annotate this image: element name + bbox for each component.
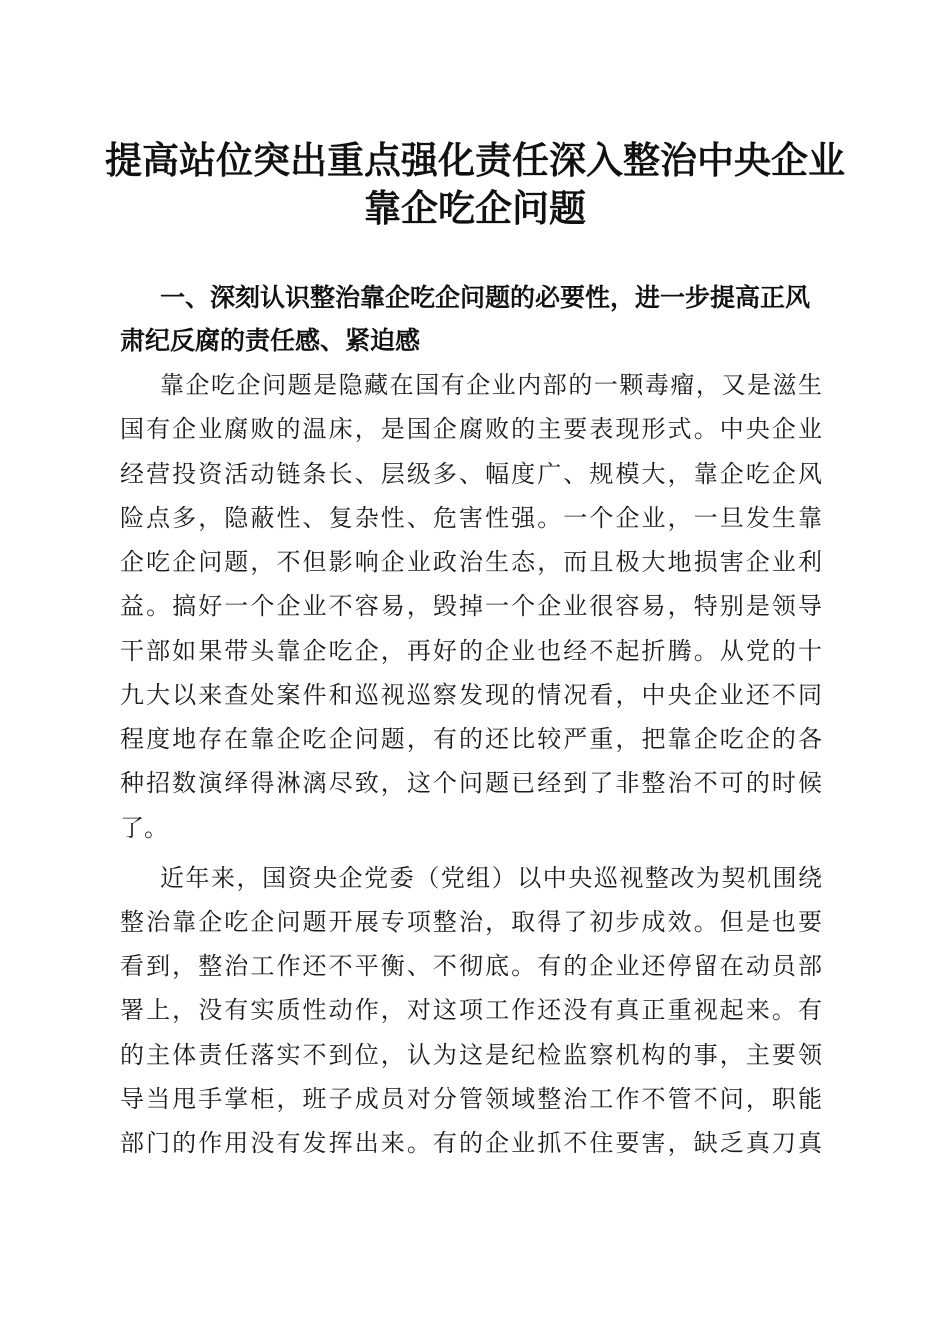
paragraph-2-line-4: 署上，没有实质性动作，对这项工作还没有真正重视起来。有 — [120, 996, 822, 1024]
paragraph-1-line-7: 干部如果带头靠企吃企，再好的企业也经不起折腾。从党的十 — [120, 637, 822, 665]
document-title-line-1: 提高站位突出重点强化责任深入整治中央企业 — [105, 138, 845, 182]
paragraph-1-line-3: 经营投资活动链条长、层级多、幅度广、规模大，靠企吃企风 — [120, 460, 822, 488]
paragraph-1-line-11: 了。 — [120, 814, 168, 842]
paragraph-2-line-7: 部门的作用没有发挥出来。有的企业抓不住要害，缺乏真刀真 — [120, 1129, 822, 1157]
paragraph-2-line-5: 的主体责任落实不到位，认为这是纪检监察机构的事，主要领 — [120, 1041, 822, 1069]
paragraph-2-line-1: 近年来，国资央企党委（党组）以中央巡视整改为契机围绕 — [160, 864, 822, 892]
paragraph-1-line-9: 程度地存在靠企吃企问题，有的还比较严重，把靠企吃企的各 — [120, 725, 822, 753]
paragraph-1-line-1: 靠企吃企问题是隐藏在国有企业内部的一颗毒瘤，又是滋生 — [160, 371, 822, 399]
paragraph-2-line-3: 看到，整治工作还不平衡、不彻底。有的企业还停留在动员部 — [120, 952, 822, 980]
section-heading-line-2: 肃纪反腐的责任感、紧迫感 — [120, 326, 421, 355]
paragraph-1-line-8: 九大以来查处案件和巡视巡察发现的情况看，中央企业还不同 — [120, 681, 822, 709]
paragraph-1-line-6: 益。搞好一个企业不容易，毁掉一个企业很容易，特别是领导 — [120, 592, 822, 620]
paragraph-2-line-6: 导当甩手掌柜，班子成员对分管领域整治工作不管不问，职能 — [120, 1085, 822, 1113]
paragraph-1-line-2: 国有企业腐败的温床，是国企腐败的主要表现形式。中央企业 — [120, 415, 822, 443]
paragraph-1-line-5: 企吃企问题，不但影响企业政治生态，而且极大地损害企业利 — [120, 548, 822, 576]
paragraph-1-line-4: 险点多，隐蔽性、复杂性、危害性强。一个企业，一旦发生靠 — [120, 504, 822, 532]
document-title-line-2: 靠企吃企问题 — [364, 186, 586, 230]
paragraph-1-line-10: 种招数演绎得淋漓尽致，这个问题已经到了非整治不可的时候 — [120, 769, 822, 797]
section-heading-line-1: 一、深刻认识整治靠企吃企问题的必要性，进一步提高正风 — [160, 283, 811, 312]
paragraph-2-line-2: 整治靠企吃企问题开展专项整治，取得了初步成效。但是也要 — [120, 908, 822, 936]
